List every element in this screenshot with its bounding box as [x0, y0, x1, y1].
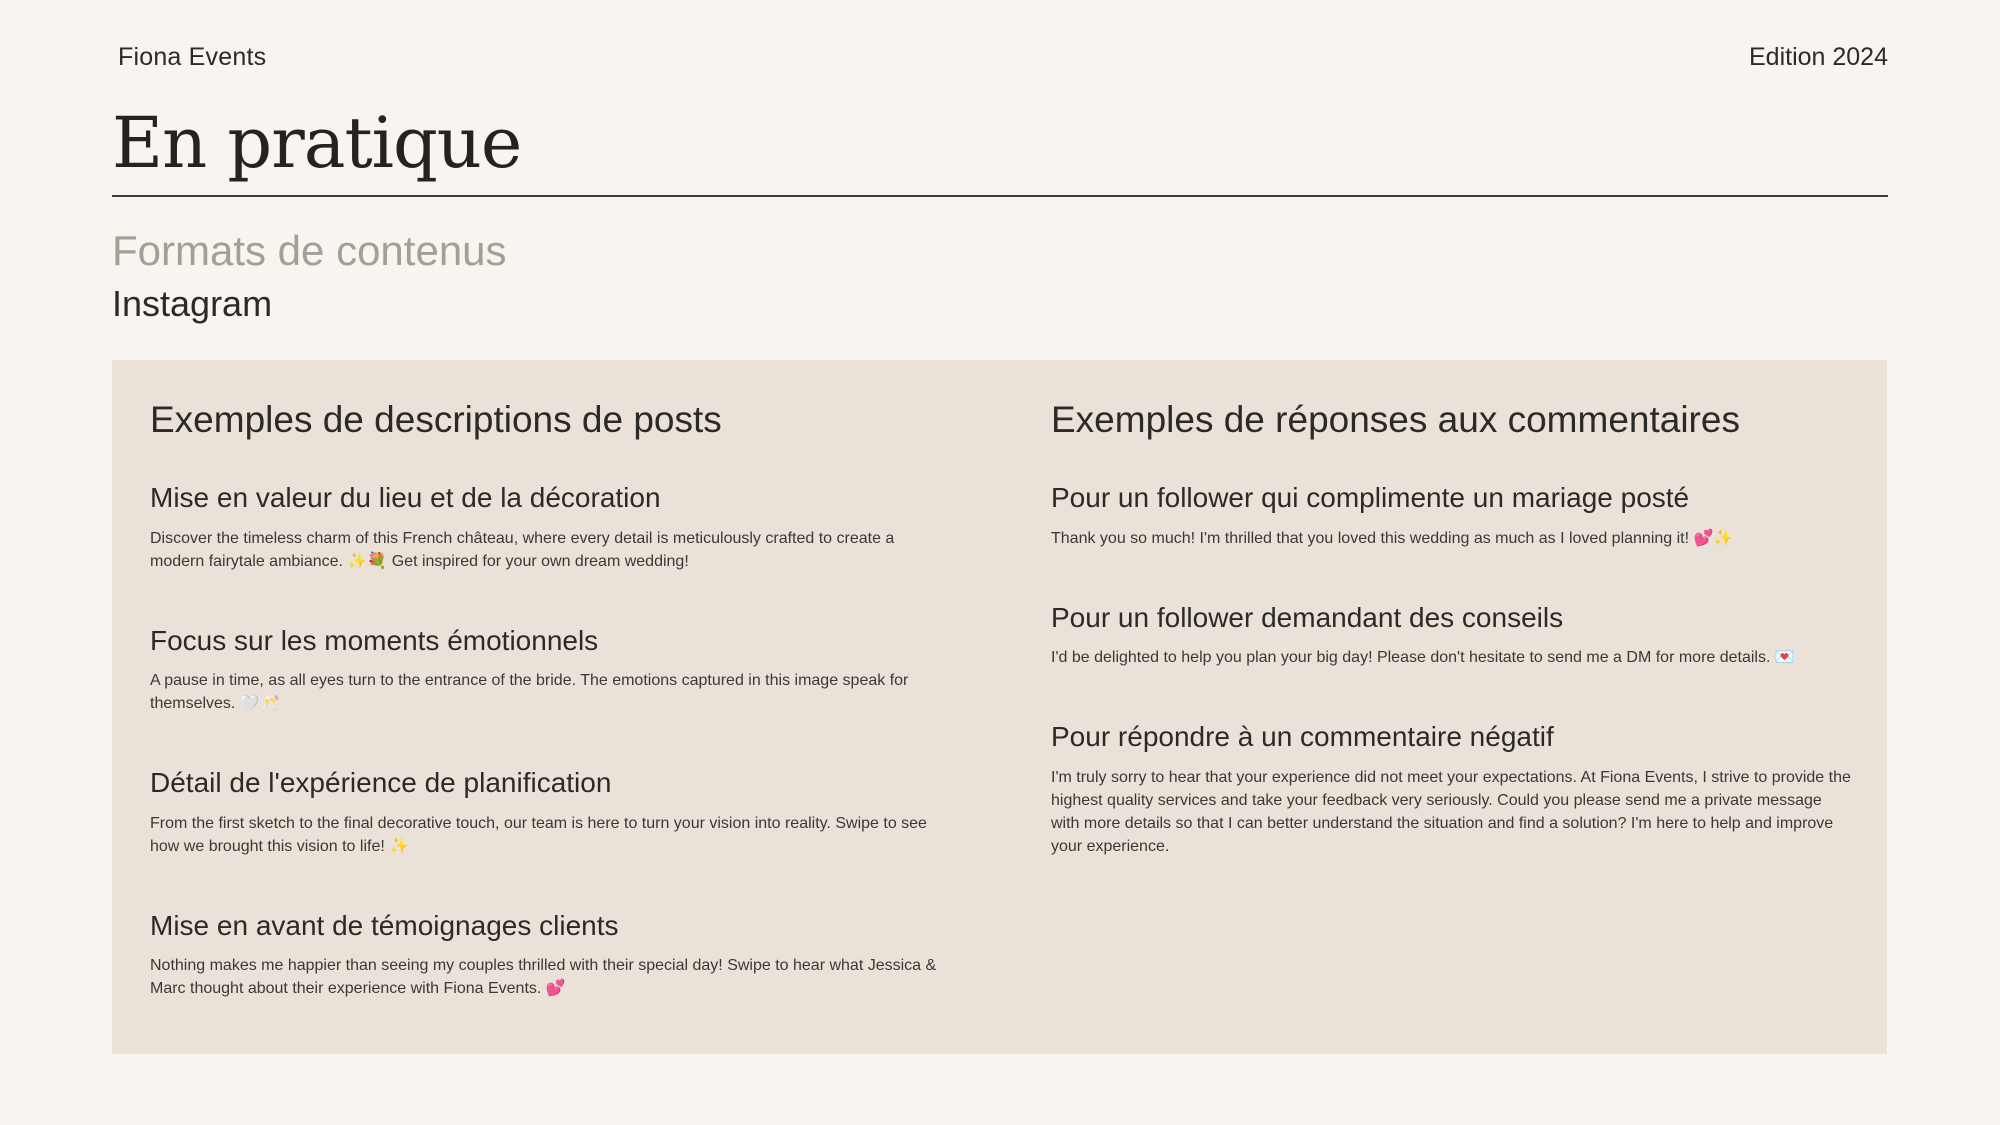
post-description-text: From the first sketch to the final decorative touch, our team is here to turn your vision into reality. Swipe to see how we brought this vision to life! ✨ [150, 814, 927, 855]
post-description-item [150, 480, 950, 572]
comment-reply-item [1051, 719, 1851, 857]
section-subtitle: Instagram [112, 283, 273, 324]
comment-reply-text: I'd be delighted to help you plan your big day! Please don't hesitate to send me a DM for more details. 💌 [1051, 649, 1795, 667]
comment-reply-text: Thank you so much! I'm thrilled that you loved this wedding as much as I loved planning it! 💕✨ [1051, 529, 1734, 547]
post-description-text: Discover the timeless charm of this French château, where every detail is meticulously crafted to create a modern fairytale ambiance. ✨💐 Get inspired for your own dream wedding! [150, 529, 895, 570]
post-description-text: Nothing makes me happier than seeing my couples thrilled with their special day! Swipe to hear what Jessica & Marc thought about their experience with Fiona Events. 💕 [150, 956, 937, 997]
section-label: Formats de contenus [112, 227, 507, 274]
post-description-title: Mise en valeur du lieu et de la décoration [150, 482, 661, 514]
comment-reply-text: I'm truly sorry to hear that your experience did not meet your expectations. At Fiona Events, I strive to provide the highest quality services and take your feedback very seriously. Could you please send me a private message with more details so that I can better understand the situation and find a solution? I'm here to help and improve your experience. [1051, 768, 1851, 855]
comment-reply-item [1051, 600, 1851, 669]
post-description-item [150, 623, 950, 715]
post-description-item [150, 908, 950, 1000]
title-divider [112, 195, 1888, 197]
post-description-item [150, 765, 950, 857]
comment-reply-item [1051, 480, 1851, 549]
comment-replies-heading: Exemples de réponses aux commentaires [1051, 399, 1740, 440]
comment-reply-title: Pour un follower demandant des conseils [1051, 601, 1564, 633]
post-descriptions-heading: Exemples de descriptions de posts [150, 399, 722, 440]
post-descriptions-column [150, 398, 950, 1050]
comment-reply-title: Pour répondre à un commentaire négatif [1051, 721, 1554, 753]
page-title: En pratique [112, 102, 522, 184]
post-description-title: Focus sur les moments émotionnels [150, 624, 599, 656]
post-description-title: Mise en avant de témoignages clients [150, 909, 619, 941]
content-panel [112, 360, 1887, 1054]
edition-label: Edition 2024 [1748, 43, 1888, 71]
post-description-text: A pause in time, as all eyes turn to the entrance of the bride. The emotions captured in this image speak for themselves. 🤍🥂 [150, 672, 909, 713]
post-description-title: Détail de l'expérience de planification [150, 767, 612, 799]
brand-name: Fiona Events [118, 43, 267, 71]
comment-reply-title: Pour un follower qui complimente un mariage posté [1051, 482, 1690, 514]
comment-replies-column [1051, 398, 1851, 908]
